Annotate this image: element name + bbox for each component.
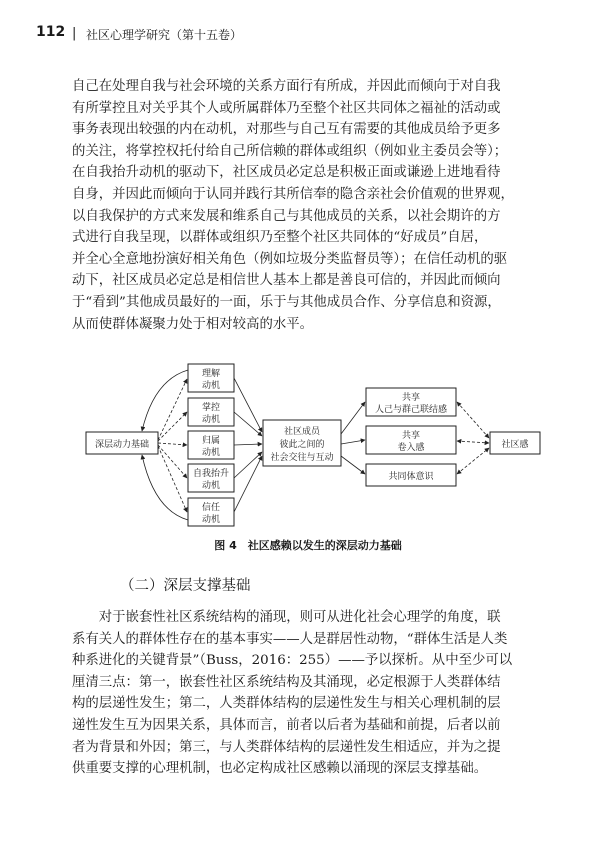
- text-line: 并全心全意地扮演好相关角色（例如垃圾分类监督员等）；在信任动机的驱: [72, 251, 508, 267]
- outcome-label: 卷入感: [397, 443, 425, 453]
- motive-label: 信任: [201, 503, 221, 513]
- center-label: 彼此之间的: [279, 440, 325, 450]
- motive-label: 动机: [201, 481, 221, 491]
- header-separator: |: [72, 26, 77, 41]
- text-line: 式进行自我呈现，以群体或组织乃至整个社区共同体的“好成员”自居，: [72, 230, 488, 246]
- paragraph-1: [72, 76, 542, 335]
- text-line: 构的层递性发生；第二，人类群体结构的层递性发生与相关心理机制的层: [72, 696, 501, 712]
- figure-caption: 图 4 社区感赖以发生的深层动力基础: [214, 539, 402, 552]
- text-line: 系有关人的群体性存在的基本事实——人是群居性动物，“群体生活是人类: [72, 631, 508, 647]
- text-line: 者为背景和外因；第三，与人类群体结构的层递性发生相适应，并为之提: [72, 739, 501, 755]
- text-line: 对于嵌套性社区系统结构的涌现，则可从进化社会心理学的角度，联: [72, 610, 501, 625]
- outcome-box-connection: [366, 388, 456, 416]
- text-line: 在自我抬升动机的驱动下，社区成员必定总是积极正面或谦逊上进地看待: [72, 165, 501, 181]
- motive-label: 动机: [201, 415, 221, 425]
- running-header: [36, 24, 580, 46]
- source-box-label: 深层动力基础: [94, 440, 150, 450]
- text-line: 动下，社区成员必定总是相信世人基本上都是善良可信的，并因此而倾向: [72, 273, 501, 289]
- text-line: 厘清三点：第一，嵌套性社区系统结构及其涌现，必定根源于人类群体结: [72, 674, 501, 690]
- motive-box-belonging: [188, 431, 234, 459]
- text-line: 自己在处理自我与社会环境的关系方面行有所成，并因此而倾向于对自我: [72, 79, 501, 94]
- motive-label: 归属: [201, 436, 221, 446]
- source-box: [86, 432, 158, 454]
- text-line: 的关注，将掌控权托付给自己所信赖的群体或组织（例如业主委员会等）；: [72, 143, 508, 159]
- page-number: 112: [36, 24, 66, 40]
- section-heading: （二）深层支撑基础: [120, 578, 251, 594]
- figure-diagram: [84, 360, 544, 532]
- outcome-label: 共享: [401, 431, 421, 441]
- center-label: 社区成员: [283, 427, 321, 437]
- center-label: 社会交往与互动: [270, 453, 334, 463]
- source-to-motive-arrows: [158, 379, 187, 512]
- motive-box-self-enhancement: [188, 464, 234, 492]
- motive-label: 动机: [201, 381, 221, 391]
- text-line: 有所掌控且对关乎其个人或所属群体乃至整个社区共同体之福祉的活动或: [72, 100, 501, 116]
- text-line: 供重要支撑的心理机制，也必定构成社区感赖以涌现的深层支撑基础。: [72, 761, 488, 777]
- outcome-label: 共享: [401, 393, 421, 403]
- motive-to-center-arrows: [234, 378, 262, 512]
- outcome-box-community-awareness: [366, 464, 456, 486]
- target-box-label: 社区感: [501, 440, 529, 450]
- text-line: 以自我保护的方式来发展和维系自己与其他成员的关系，以社会期许的方: [72, 208, 501, 224]
- outcome-label: 共同体意识: [388, 472, 434, 482]
- outcome-label: 人己与群己联结感: [374, 405, 448, 415]
- running-title: 社区心理学研究（第十五卷）: [86, 28, 243, 42]
- motive-label: 理解: [201, 369, 221, 379]
- text-line: 事务表现出较强的内在动机，对那些与自己互有需要的其他成员给予更多: [72, 122, 501, 138]
- text-line: 递性发生互为因果关系，具体而言，前者以后者为基础和前提，后者以前: [72, 717, 501, 733]
- target-box: [490, 432, 540, 454]
- center-box: [263, 420, 341, 466]
- motive-box-trust: [188, 498, 234, 526]
- motive-label: 自我抬升: [192, 469, 230, 479]
- text-line: 种系进化的关键背景”（Buss，2016：255）——予以探析。从中至少可以: [72, 653, 513, 669]
- text-line: 从而使群体凝聚力处于相对较高的水平。: [72, 316, 314, 332]
- motive-box-control: [188, 398, 234, 426]
- motive-label: 动机: [201, 448, 221, 458]
- motive-label: 动机: [201, 515, 221, 525]
- motive-label: 掌控: [201, 403, 221, 413]
- text-line: 自身，并因此而倾向于认同并践行其所信奉的隐含亲社会价值观的世界观，: [72, 186, 514, 202]
- paragraph-2: [72, 607, 542, 780]
- outcome-box-involvement: [366, 426, 456, 454]
- center-to-outcome-arrows: [341, 402, 365, 474]
- text-line: 于“看到”其他成员最好的一面，乐于与其他成员合作、分享信息和资源，: [72, 294, 501, 310]
- motive-box-understanding: [188, 364, 234, 392]
- outcome-target-arrows: [457, 402, 489, 474]
